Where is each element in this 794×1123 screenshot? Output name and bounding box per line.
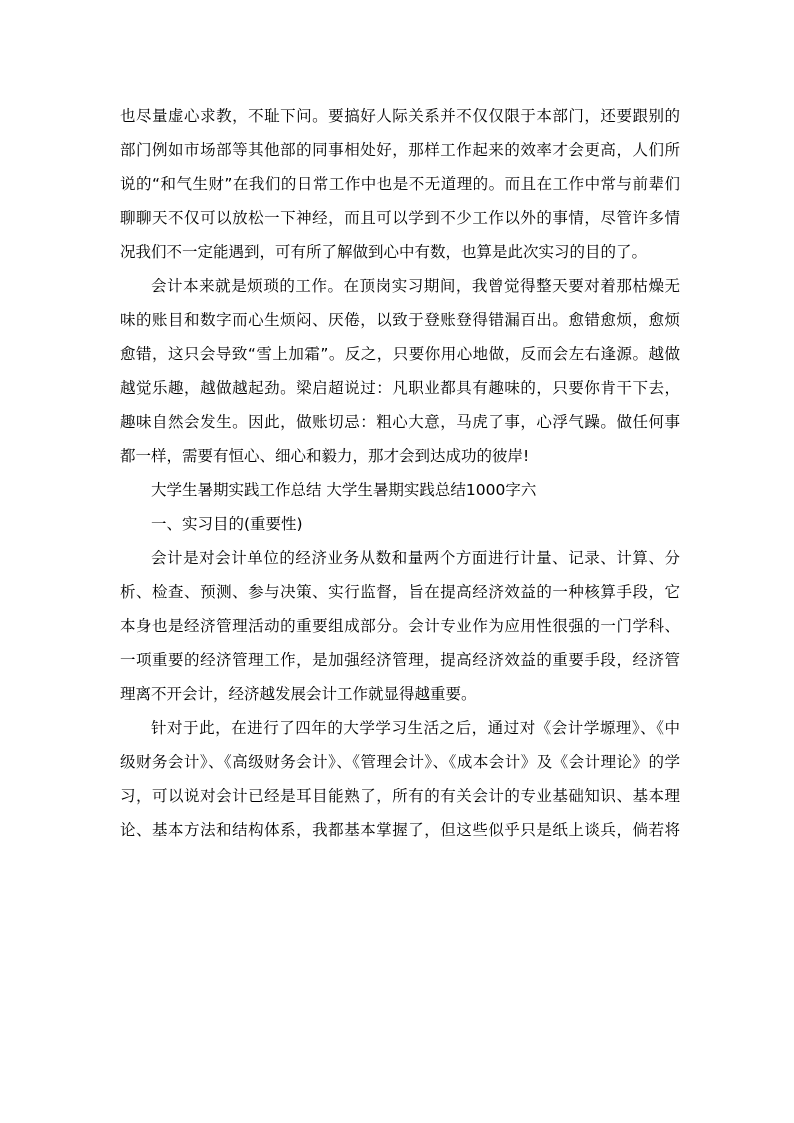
text-line: 本身也是经济管理活动的重要组成部分。会计专业作为应用性很强的一门学科、 bbox=[120, 617, 680, 635]
text-line: 一项重要的经济管理工作，是加强经济管理，提高经济效益的重要手段，经济管 bbox=[120, 651, 680, 669]
text-line: 愈错，这只会导致“雪上加霜”。反之，只要你用心地做，反而会左右逢源。越做 bbox=[120, 345, 680, 363]
text-line: 味的账目和数字而心生烦闷、厌倦，以致于登账登得错漏百出。愈错愈烦，愈烦 bbox=[120, 311, 680, 329]
text-line: 论、基本方法和结构体系，我都基本掌握了，但这些似乎只是纸上谈兵，倘若将 bbox=[120, 821, 680, 839]
text-line: 理离不开会计，经济越发展会计工作就显得越重要。 bbox=[120, 685, 477, 703]
text-line: 趣味自然会发生。因此，做账切忌：粗心大意，马虎了事，心浮气躁。做任何事 bbox=[120, 413, 680, 431]
text-line: 聊聊天不仅可以放松一下神经，而且可以学到不少工作以外的事情，尽管许多情 bbox=[120, 209, 680, 227]
section-title: 大学生暑期实践工作总结 大学生暑期实践总结1000字六 bbox=[151, 481, 537, 499]
text-line: 针对于此，在进行了四年的大学学习生活之后，通过对《会计学塬理》、《中 bbox=[151, 719, 680, 737]
text-line: 会计本来就是烦琐的工作。在顶岗实习期间，我曾觉得整天要对着那枯燥无 bbox=[151, 277, 680, 295]
text-line: 也尽量虚心求教，不耻下问。要搞好人际关系并不仅仅限于本部门，还要跟别的 bbox=[120, 107, 680, 125]
text-line: 习，可以说对会计已经是耳目能熟了，所有的有关会计的专业基础知识、基本理 bbox=[120, 787, 680, 805]
text-line: 说的“和气生财”在我们的日常工作中也是不无道理的。而且在工作中常与前辈们 bbox=[120, 175, 680, 193]
text-line: 都一样，需要有恒心、细心和毅力，那才会到达成功的彼岸! bbox=[120, 447, 530, 465]
section-heading: 一、实习目的(重要性) bbox=[151, 515, 303, 533]
text-line: 越觉乐趣，越做越起劲。梁启超说过：凡职业都具有趣味的，只要你肯干下去， bbox=[120, 379, 680, 397]
text-line: 级财务会计》、《高级财务会计》、《管理会计》、《成本会计》及《会计理论》的学 bbox=[120, 753, 680, 771]
text-line: 会计是对会计单位的经济业务从数和量两个方面进行计量、记录、计算、分 bbox=[151, 549, 680, 567]
text-line: 况我们不一定能遇到，可有所了解做到心中有数，也算是此次实习的目的了。 bbox=[120, 243, 648, 261]
text-line: 析、检查、预测、参与决策、实行监督，旨在提高经济效益的一种核算手段，它 bbox=[120, 583, 680, 601]
text-line: 部门例如市场部等其他部的同事相处好，那样工作起来的效率才会更高，人们所 bbox=[120, 141, 680, 159]
document-body bbox=[120, 99, 680, 847]
